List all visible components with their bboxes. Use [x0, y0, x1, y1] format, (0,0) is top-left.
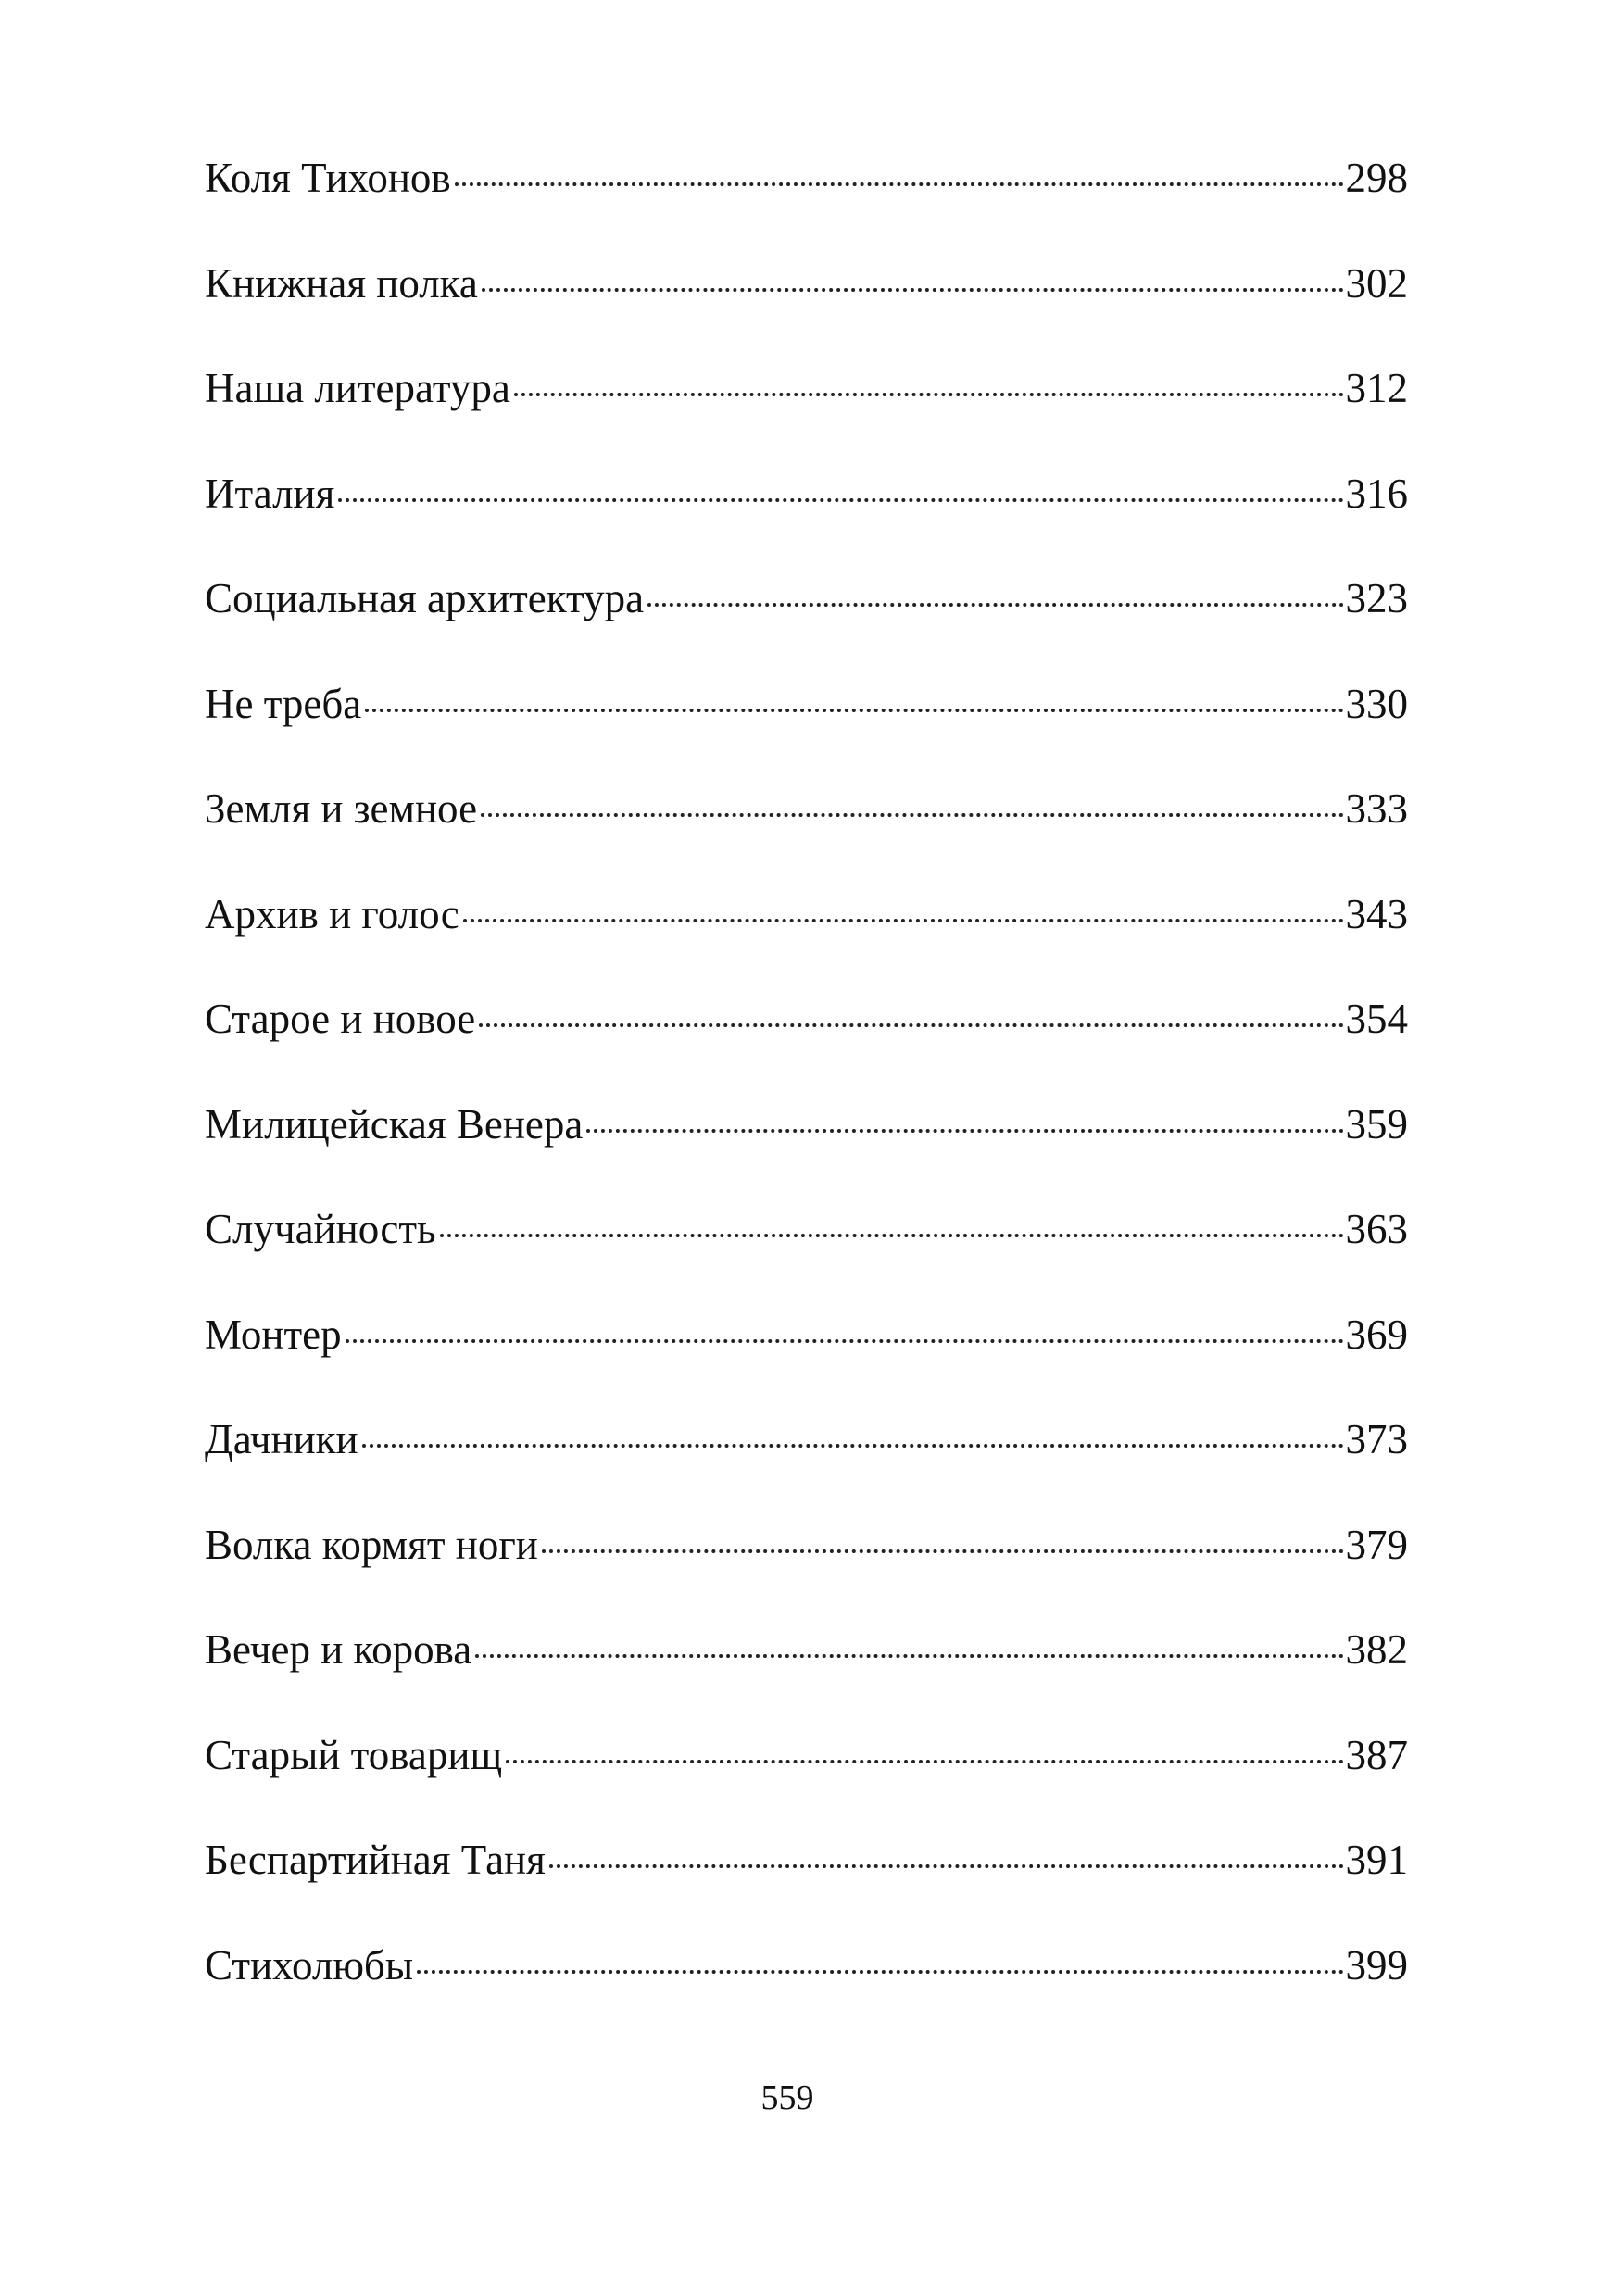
toc-entry[interactable] — [205, 1941, 1408, 2051]
dot-leader — [514, 393, 1344, 396]
dot-leader — [482, 288, 1344, 292]
dot-leader — [647, 603, 1343, 607]
toc-entry-page: 354 — [1345, 996, 1408, 1042]
toc-entry-title: Волка кормят ноги — [205, 1521, 538, 1568]
toc-entry[interactable] — [205, 1731, 1408, 1840]
toc-entry[interactable] — [205, 575, 1408, 684]
table-of-contents — [205, 157, 1408, 2050]
toc-entry[interactable] — [205, 1206, 1408, 1314]
toc-entry-title: Архив и голос — [205, 890, 459, 937]
dot-leader — [417, 1970, 1343, 1974]
dot-leader — [479, 1023, 1343, 1027]
toc-entry-page: 387 — [1345, 1731, 1408, 1778]
toc-entry-page: 391 — [1345, 1837, 1408, 1883]
toc-entry-title: Стихолюбы — [205, 1941, 414, 1989]
toc-entry-title: Старое и новое — [205, 996, 476, 1042]
page-number: 559 — [760, 2078, 814, 2117]
toc-entry[interactable] — [205, 890, 1408, 999]
toc-entry-page: 298 — [1345, 155, 1408, 201]
dot-leader — [455, 182, 1344, 186]
toc-entry-title: Земля и земное — [205, 785, 478, 832]
toc-entry-page: 333 — [1345, 785, 1408, 832]
toc-entry[interactable] — [205, 680, 1408, 789]
toc-entry-page: 382 — [1345, 1626, 1408, 1673]
toc-entry[interactable] — [205, 157, 1408, 263]
toc-entry-title: Италия — [205, 470, 335, 517]
toc-entry[interactable] — [205, 1311, 1408, 1420]
dot-leader — [549, 1864, 1344, 1868]
toc-entry-page: 359 — [1345, 1100, 1408, 1148]
toc-entry-page: 312 — [1345, 365, 1408, 411]
toc-entry[interactable] — [205, 1416, 1408, 1524]
toc-entry-title: Социальная архитектура — [205, 575, 645, 621]
toc-entry-title: Милицейская Венера — [205, 1100, 584, 1148]
toc-entry[interactable] — [205, 1100, 1408, 1210]
dot-leader — [440, 1234, 1344, 1237]
toc-entry[interactable] — [205, 470, 1408, 579]
toc-entry[interactable] — [205, 1839, 1408, 1945]
toc-entry-page: 302 — [1345, 259, 1408, 307]
dot-leader — [346, 1339, 1344, 1343]
dot-leader — [586, 1129, 1343, 1133]
toc-entry-page: 363 — [1345, 1206, 1408, 1252]
toc-entry-page: 343 — [1345, 890, 1408, 937]
toc-entry-title: Коля Тихонов — [205, 155, 451, 201]
toc-entry-page: 323 — [1345, 575, 1408, 621]
toc-entry[interactable] — [205, 1521, 1408, 1630]
toc-entry[interactable] — [205, 785, 1408, 894]
toc-entry-page: 330 — [1345, 680, 1408, 727]
toc-entry-page: 316 — [1345, 470, 1408, 517]
toc-entry-title: Беспартийная Таня — [205, 1837, 546, 1883]
toc-entry-page: 369 — [1345, 1311, 1408, 1358]
toc-entry[interactable] — [205, 1626, 1408, 1735]
dot-leader — [475, 1654, 1343, 1658]
dot-leader — [463, 919, 1344, 922]
toc-entry-title: Монтер — [205, 1311, 342, 1358]
toc-entry-page: 373 — [1345, 1416, 1408, 1462]
toc-entry-title: Старый товарищ — [205, 1731, 503, 1778]
toc-entry-title: Случайность — [205, 1206, 436, 1252]
toc-entry-title: Вечер и корова — [205, 1626, 472, 1673]
toc-entry-page: 399 — [1345, 1941, 1408, 1989]
toc-entry[interactable] — [205, 998, 1408, 1104]
dot-leader — [542, 1549, 1344, 1553]
toc-entry-title: Наша литература — [205, 365, 510, 411]
dot-leader — [338, 498, 1343, 502]
dot-leader — [362, 1444, 1344, 1448]
dot-leader — [506, 1760, 1343, 1763]
dot-leader — [365, 709, 1343, 712]
toc-entry[interactable] — [205, 259, 1408, 369]
toc-entry-title: Книжная полка — [205, 259, 478, 307]
dot-leader — [481, 813, 1343, 817]
toc-entry[interactable] — [205, 365, 1408, 473]
toc-entry-page: 379 — [1345, 1521, 1408, 1568]
toc-entry-title: Дачники — [205, 1416, 358, 1462]
toc-entry-title: Не треба — [205, 680, 362, 727]
